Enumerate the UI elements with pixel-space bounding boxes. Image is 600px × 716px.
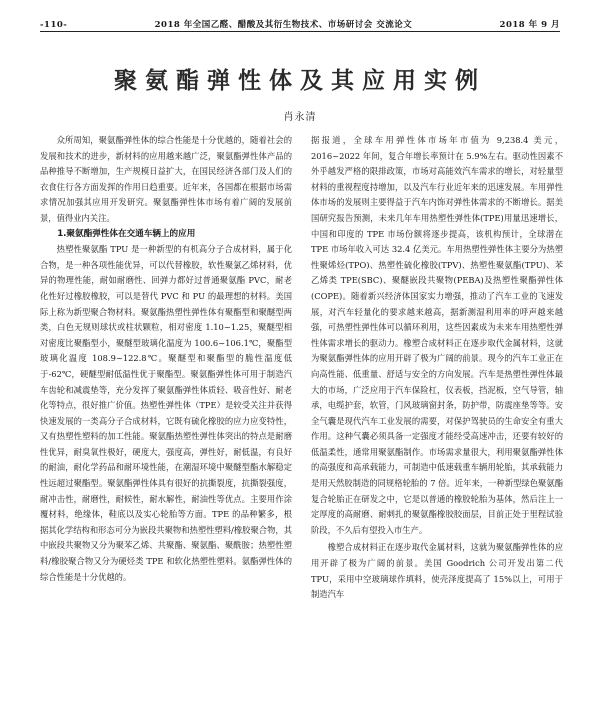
header-divider bbox=[40, 31, 560, 32]
materials-paragraph: 橡塑合成材料正在逐步取代金属材料，这就为聚氨酯弹性体的应用开辟了极为广阔的前景。美国 Goodrich 公司开发出第二代 TPU，采用中空玻璃球作填料，使壳泽度提高了 15%以上，可用于制造汽车 bbox=[311, 542, 563, 600]
running-header bbox=[40, 14, 560, 30]
intro-paragraph: 众所周知，聚氨酯弹性体的综合性能是十分优越的，随着社会的发展和技术的进步，新材料的应用越来越广泛，聚氨酯弹性体产品的品种推导不断增加，生产规模日益扩大，在国民经济各部门及人们的衣食住行各方面发挥的作用日趋重要。近年来，各国都在根据市场需求情况加强其应用开发研究。聚氨酯弹性体市场有着广阔的发展前景，值得业内关注。 bbox=[40, 135, 292, 223]
issue-date: 2018 年 9 月 bbox=[499, 20, 560, 30]
left-column bbox=[40, 133, 292, 585]
journal-title: 2018 年全国乙醛、醋酸及其衍生物技术、市场研讨会 交流论文 bbox=[154, 20, 413, 30]
author-name: 肖永清 bbox=[283, 112, 317, 123]
right-column bbox=[311, 133, 563, 603]
market-paragraph: 据报道，全球车用弹性体市场年市值为 9,238.4 美元，2016~2022 年间，复合年增长率预计在 5.9%左右。驱动性因素不外乎越发严格的限排政策，市场对高能效汽车需求的增长，对轻量型材料的重视程度持增加，以及汽车行业近年来的迅速发展。车用弹性体市场的发展则主要得益于汽车内饰对弹性体需求的不断增长。据美国研究报告预测，未来几年车用热塑性弹性体(TPE)用量迅速增长，中国和印度的 TPE 市场份额将逐步提高，该机构预计，全球潜在 TPE 市场年收入可达 32.4 亿美元。车用热塑性弹性体主要分为热塑性聚烯烃(TPO)、热塑性硫化橡胶(TPV)、热塑性聚氨酯(TPU)、苯乙烯类 TPE(SBC)、聚醚嵌段共聚物(PEBA)及热塑性聚酯弹性体(COPE)。随着新兴经济体国家实力增强，推动了汽车工业的飞速发展，对汽车轻量化的要求越来越高，据新测湿利用率的呼声越来越强，可热塑性弹性体可以循环利用，这些因素成为未来车用热塑性弹性体需求增长的驱动力。橡塑合成材料正在逐步取代金属材料，这就为聚氨酯弹性体的应用开辟了极为广阔的前景。现今的汽车工业正在向高性能、低重量、舒适与安全的方向发展。汽车是热塑性弹性体最大的市场，广泛应用于汽车保险杠，仪表板，挡泥板，空气导管，轴承，电缆护套，软管，门风玻璃窗封条，防护带，防震座垫等等。安全气囊是现代汽车工业发展的需要，对保护驾驶员的生命安全有重大作用。这种气囊必须具备一定强度才能经受高速冲击，还要有较好的低温柔性，通常用聚氨酯制作。市场需求量很大，利用聚氨酯弹性体的高强度和高承载能力，可制造中低速载重车辆用轮胎，其承载能力是用天然胶制造的同规格轮胎的 7 倍。近年来，一种新型绿色聚氨酯复合轮胎正在研发之中，它是以普通的橡胶轮胎为基体，然后注上一定厚度的高耐磨、耐刺扎的聚氨酯橡胶胶面层，目前正处于里程试验阶段，不久后有望投入市生产。 bbox=[311, 135, 563, 535]
page-number: -110- bbox=[40, 20, 68, 30]
article-title: 聚氨酯弹性体及其应用实例 bbox=[114, 68, 486, 94]
section-heading: 1.聚氨酯弹性体在交通车辆上的应用 bbox=[57, 228, 196, 239]
body-paragraph: 热塑性聚氨酯 TPU 是一种新型的有机高分子合成材料，属于化合物，是一种各项性能优异，可以代替橡胶，软性聚氯乙烯材料，优异的物理性能，耐如耐磨性、回弹力都好过普通聚氨酯 PVC，耐老化性好过橡胶橡胶，可以是替代 PVC 和 PU 的最理想的材料。美国际上称为新型聚合物材料。聚氨酯热塑性弹性体有聚酯型和聚醚型两类，白色无规则球状或柱状颗粒，相对密度 1.10~1.25，聚醚型相对密度比聚酯型小，聚醚型玻璃化温度为 100.6~106.1℃，聚酯型玻璃化温度 108.9~122.8℃。聚醚型和聚酯型的脆性温度低于-62℃，硬醚型耐低温性优于聚酯型。聚氨酯弹性体可用于制造汽车齿轮和减震垫等，充分发挥了聚氨酯弹性体质轻、吸音性好、耐老化等特点，很好推广价值。热塑性弹性体（TPE）是较受关注并获得快速发展的一类高分子合成材料，它既有硫化橡胶的应力应变特性，又有热塑性塑料的加工性能。聚氨酯热塑性弹性体突出的特点是耐磨性优异，耐臭氧性极好，硬度大，强度高，弹性好，耐低温，有良好的耐油，耐化学药品和耐环境性能，在潮湿环境中聚醚型酯水解稳定性远超过聚酯型。聚氨酯弹性体具有很好的抗撕裂度，抗撕裂强度，耐冲击性，耐磨性，耐候性，耐水解性，耐油性等优点。主要用作涂覆材料，绝缘体，鞋底以及实心轮胎等方面。TPE 的品种繁多，根据其化学结构和形态可分为嵌段共聚物和热塑性塑料/橡胶聚合物，其中嵌段共聚物又分为聚苯乙烯、共聚酯、聚氨酯、聚酰胺；热塑性塑料/橡胶聚合物又分为硬烃类 TPE 和软化热塑性塑料。氨酯弹性体的综合性能是十分优越的。 bbox=[40, 244, 292, 582]
